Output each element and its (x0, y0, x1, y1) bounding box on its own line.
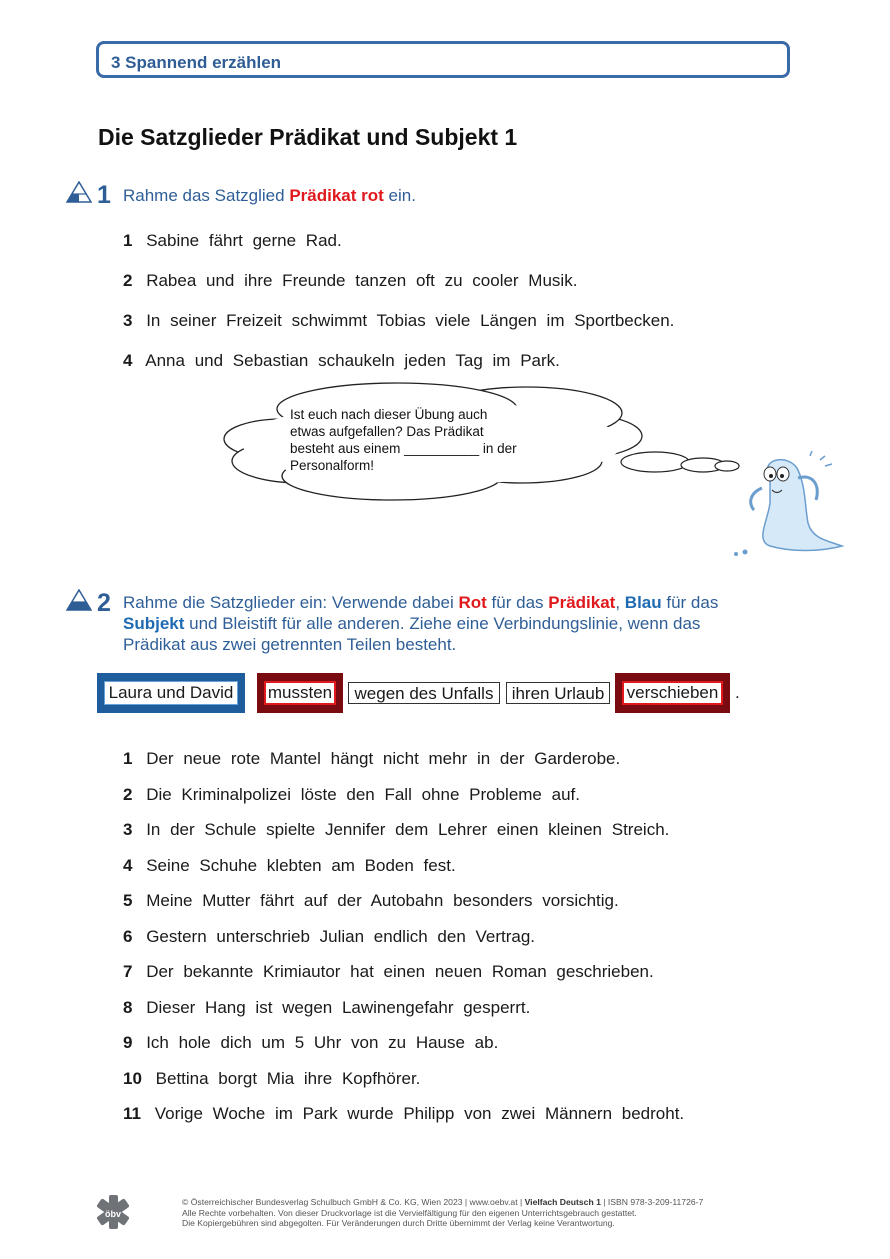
thought-bubble-text: Ist euch nach dieser Übung auch etwas aufgefallen? Das Prädikat besteht aus einem __________ in der Personalform! (290, 407, 517, 473)
sentence-end-dot: . (735, 683, 740, 702)
task-2-sentence: 3 In der Schule spielte Jennifer dem Lehrer einen kleinen Streich. (123, 820, 670, 839)
ghost-mascot-illustration (620, 448, 860, 563)
task-2-sentence: 4 Seine Schuhe klebten am Boden fest. (123, 856, 456, 875)
example-sentence-boxes (97, 673, 757, 713)
task-1-sentence: 2 Rabea und ihre Freunde tanzen oft zu cooler Musik. (123, 271, 578, 290)
task-2-sentence: 10 Bettina borgt Mia ihre Kopfhörer. (123, 1069, 421, 1088)
task-2-sentence: 8 Dieser Hang ist wegen Lawinengefahr gesperrt. (123, 998, 531, 1017)
task-2-sentence: 11 Vorige Woche im Park wurde Philipp von zwei Männern bedroht. (123, 1104, 685, 1123)
task-1-sentence: 4 Anna und Sebastian schaukeln jeden Tag im Park. (123, 351, 560, 370)
svg-text:öbv: öbv (104, 1209, 122, 1219)
task-2-instruction: Rahme die Satzglieder ein: Verwende dabei Rot für das Prädikat, Blau für das Subjekt und Bleistift für alle anderen. Ziehe eine Verbindungslinie, wenn das Prädikat aus zwei getrennten Teilen besteht. (123, 593, 719, 654)
subject-box: Laura und David (97, 673, 245, 713)
other-part-box: wegen des Unfalls (348, 682, 500, 704)
difficulty-pyramid-icon (66, 181, 92, 203)
task-2-sentence: 9 Ich hole dich um 5 Uhr von zu Hause ab. (123, 1033, 499, 1052)
task-2-sentence: 6 Gestern unterschrieb Julian endlich den Vertrag. (123, 927, 536, 946)
task-2-sentence: 5 Meine Mutter fährt auf der Autobahn besonders vorsichtig. (123, 891, 619, 910)
task-1-number: 1 (97, 181, 111, 209)
task-1-sentence: 1 Sabine fährt gerne Rad. (123, 231, 342, 250)
chapter-label: 3 Spannend erzählen (111, 53, 282, 72)
publisher-logo (96, 1195, 130, 1229)
other-part-box: ihren Urlaub (506, 682, 610, 704)
footer-copyright: © Österreichischer Bundesverlag Schulbuch GmbH & Co. KG, Wien 2023 | www.oebv.at | Vielfach Deutsch 1 | ISBN 978-3-209-11726-7 Alle Rechte vorbehalten. Von dieser Druckvorlage ist die Vervielfältigung für den eigenen Unterrichtsgebrauch gestattet. Die Kopiergebühren sind abgegolten. Für Veränderungen durch Dritte übernimmt der Verlag keine Verantwortung. (182, 1197, 704, 1228)
predicate-box: verschieben (615, 673, 730, 713)
task-2-sentence: 2 Die Kriminalpolizei löste den Fall ohne Probleme auf. (123, 785, 580, 804)
page-title: Die Satzglieder Prädikat und Subjekt 1 (98, 124, 518, 150)
task-1-instruction: Rahme das Satzglied Prädikat rot ein. (123, 186, 416, 205)
task-2-number: 2 (97, 589, 111, 617)
task-2-sentence: 1 Der neue rote Mantel hängt nicht mehr in der Garderobe. (123, 749, 621, 768)
predicate-box: mussten (257, 673, 343, 713)
task-1-sentence: 3 In seiner Freizeit schwimmt Tobias viele Längen im Sportbecken. (123, 311, 675, 330)
difficulty-pyramid-icon (66, 589, 92, 611)
chapter-header (96, 41, 790, 78)
task-2-sentence: 7 Der bekannte Krimiautor hat einen neuen Roman geschrieben. (123, 962, 654, 981)
